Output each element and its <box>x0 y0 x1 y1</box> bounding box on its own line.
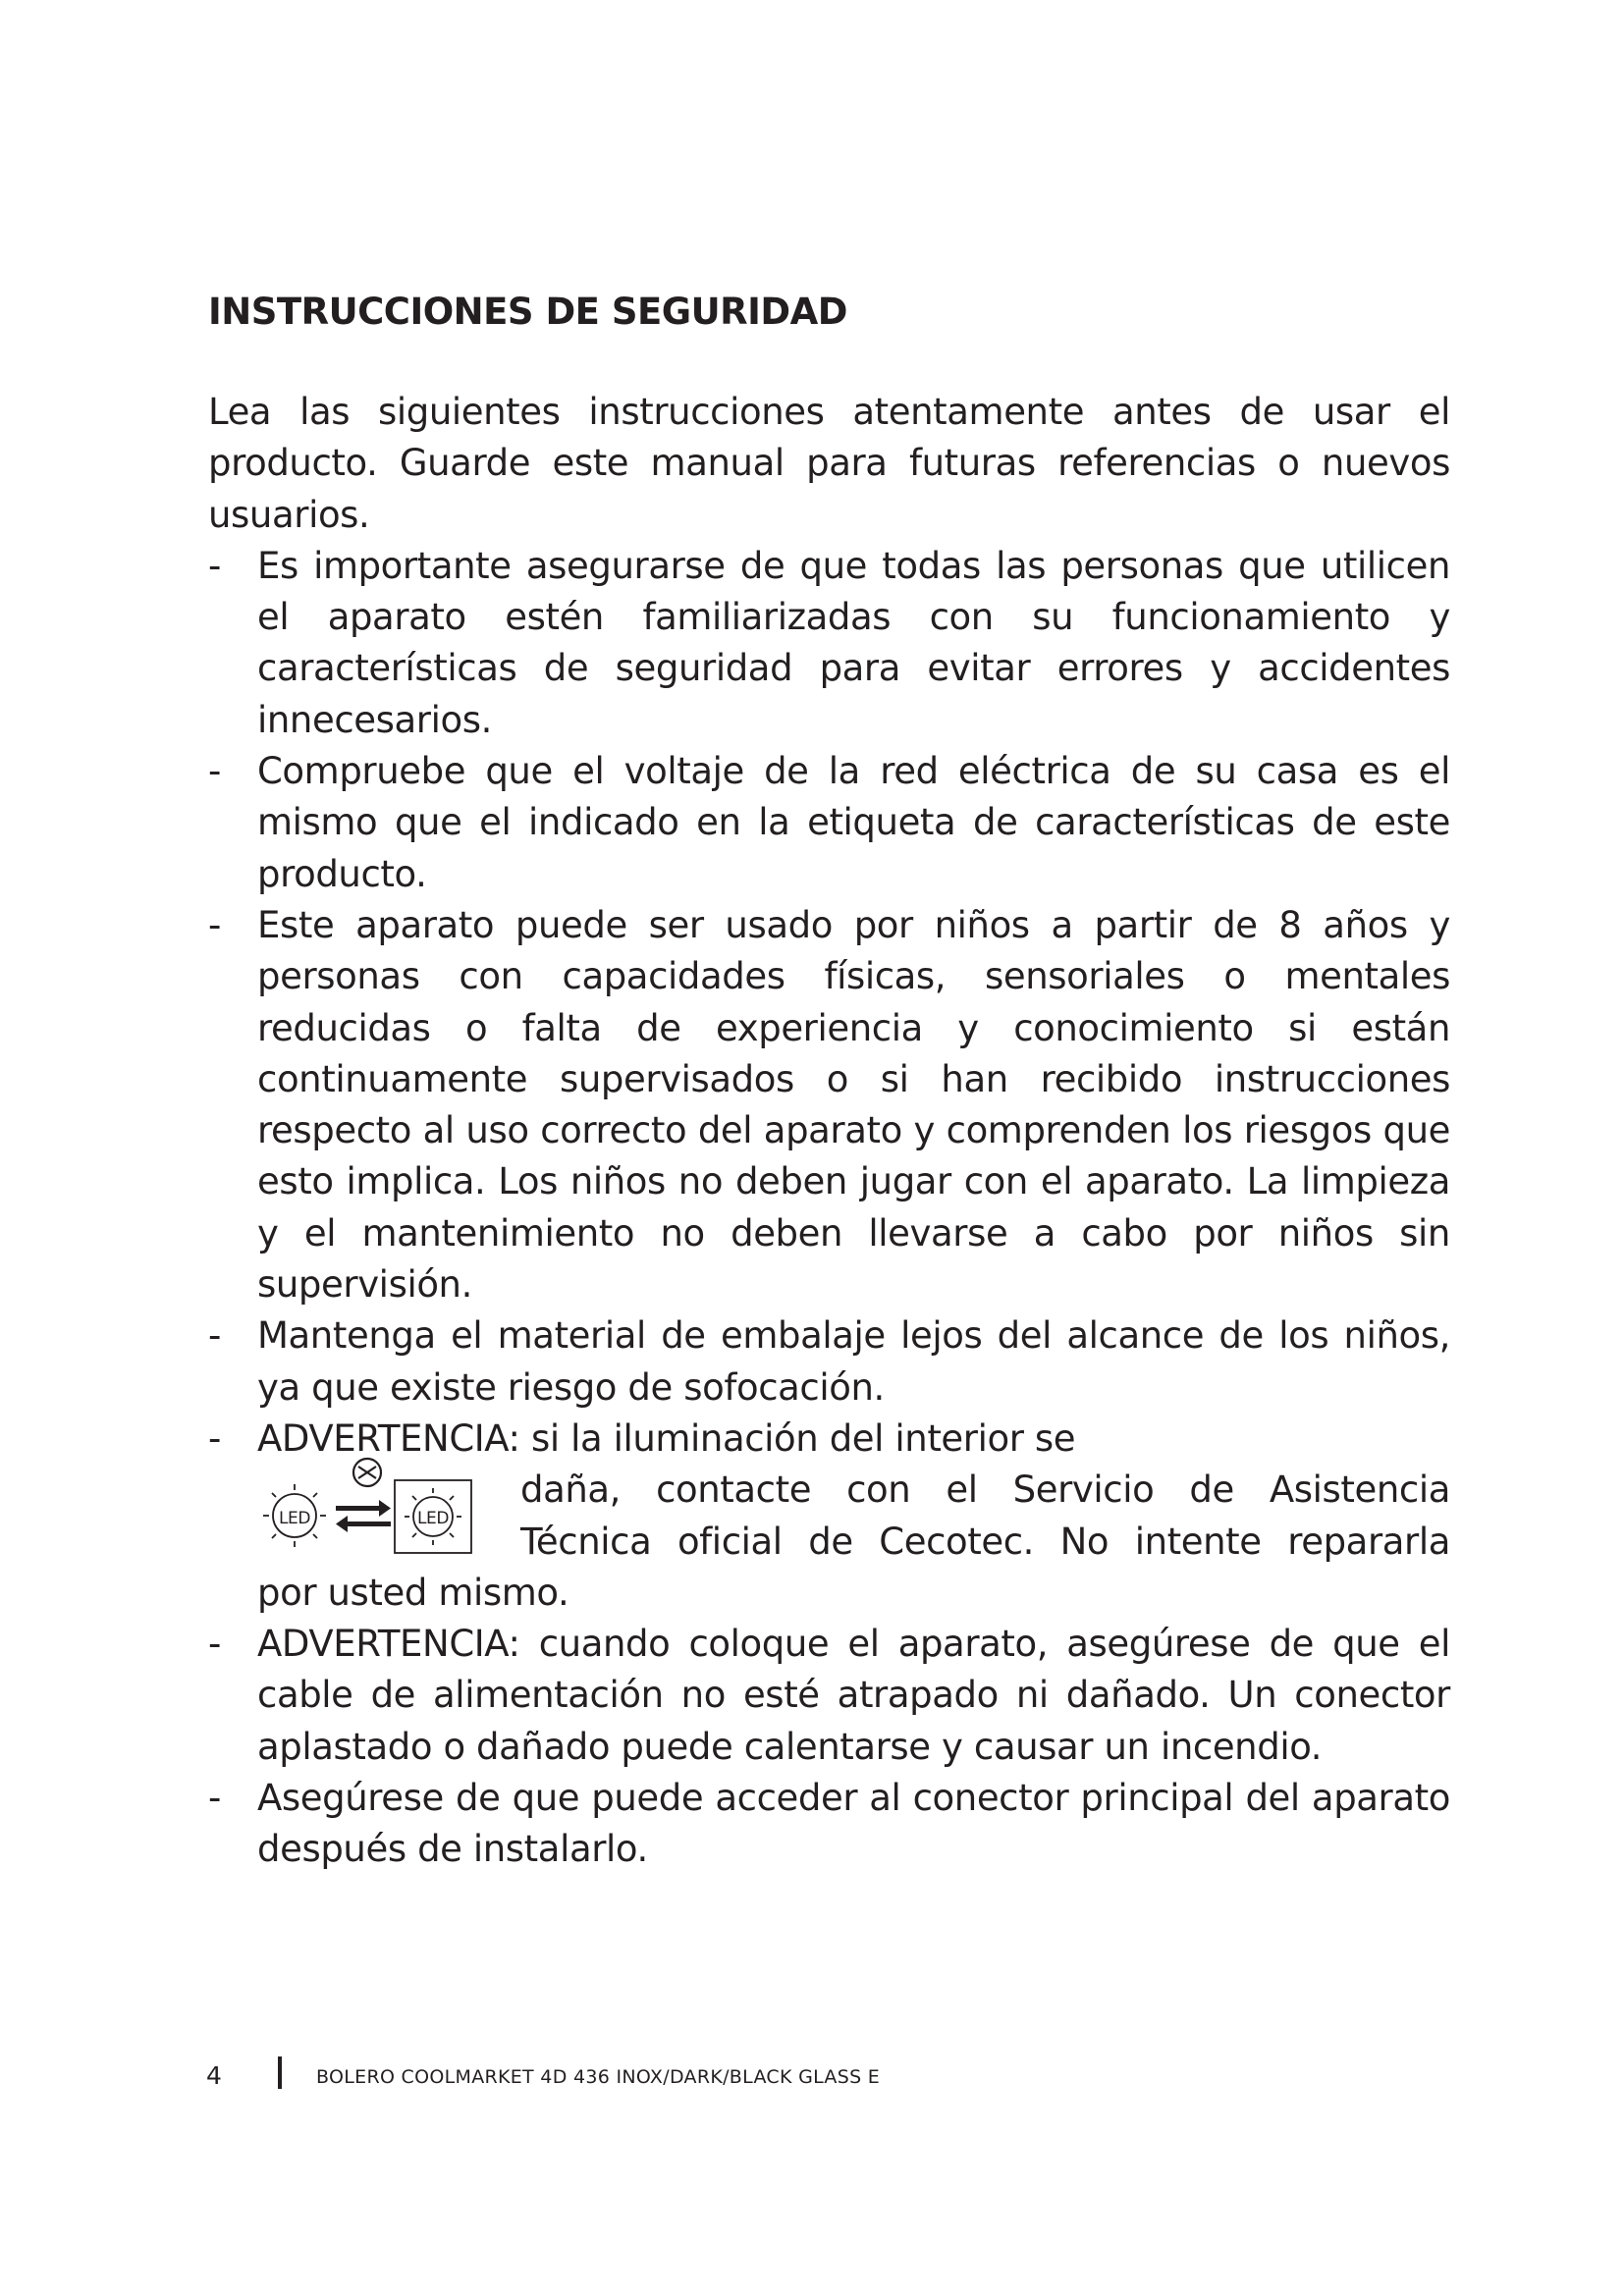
list-dash: - <box>208 1777 221 1820</box>
list-item-text: ADVERTENCIA: cuando coloque el aparato, asegúrese de que el cable de alimentación no esté atrapado ni dañado. Un conector aplastado o dañado puede calentarse y causar un incendio. <box>257 1623 1450 1768</box>
led-warning-line2: daña, contacte con el Servicio de Asistencia <box>520 1468 1450 1512</box>
list-item <box>208 900 1450 1310</box>
led-replacement-icon <box>257 1453 478 1569</box>
led-warning-icon-row <box>257 1465 1450 1568</box>
list-item-text: Es importante asegurarse de que todas las personas que utilicen el aparato estén familiarizadas con su funcionamiento y características de seguridad para evitar errores y accidentes innecesarios. <box>257 544 1450 741</box>
intro-paragraph: Lea las siguientes instrucciones atentamente antes de usar el producto. Guarde este manual para futuras referencias o nuevos usuarios. <box>208 391 1450 536</box>
list-item <box>208 1773 1450 1876</box>
list-item <box>208 746 1450 900</box>
led-warning-line3: Técnica oficial de Cecotec. No intente repararla <box>520 1520 1450 1563</box>
footer-separator <box>278 2056 282 2089</box>
led-label-right: LED <box>416 1509 450 1529</box>
list-dash: - <box>208 1416 221 1460</box>
list-item-text: Asegúrese de que puede acceder al conector principal del aparato después de instalarlo. <box>257 1777 1450 1871</box>
list-dash: - <box>208 750 221 793</box>
exchange-arrows-icon <box>336 1500 391 1532</box>
list-dash: - <box>208 544 221 587</box>
led-warning-line4: por usted mismo. <box>257 1571 569 1614</box>
list-item <box>208 541 1450 746</box>
led-warning-line1: ADVERTENCIA: si la iluminación del interior se <box>257 1416 1076 1460</box>
list-dash: - <box>208 1623 221 1666</box>
service-wrench-icon <box>353 1459 381 1486</box>
footer-model-name: BOLERO COOLMARKET 4D 436 INOX/DARK/BLACK GLASS E <box>316 2066 881 2088</box>
list-item-text: Mantenga el material de embalaje lejos del alcance de los niños, ya que existe riesgo de sofocación. <box>257 1314 1450 1409</box>
page-title: INSTRUCCIONES DE SEGURIDAD <box>208 291 847 333</box>
page-number: 4 <box>206 2061 222 2090</box>
led-warning-right-text <box>520 1465 1450 1568</box>
list-item <box>208 1310 1450 1414</box>
list-item-text: Este aparato puede ser usado por niños a partir de 8 años y personas con capacidades físicas, sensoriales o mentales reducidas o falta de experiencia y conocimiento si están continuamente supervisados o si han recibido instrucciones respecto al uso correcto del aparato y comprenden los riesgos que esto implica. Los niños no deben jugar con el aparato. La limpieza y el mantenimiento no deben llevarse a cabo por niños sin supervisión. <box>257 903 1450 1307</box>
list-item <box>208 1619 1450 1773</box>
led-label-left: LED <box>278 1509 311 1529</box>
list-dash: - <box>208 1314 221 1358</box>
page-footer <box>206 2061 881 2090</box>
list-dash: - <box>208 903 221 946</box>
list-item-text: Compruebe que el voltaje de la red eléctrica de su casa es el mismo que el indicado en la etiqueta de características de este producto. <box>257 750 1450 895</box>
safety-instructions-body <box>208 387 1450 1876</box>
led-warning-item <box>208 1414 1450 1619</box>
